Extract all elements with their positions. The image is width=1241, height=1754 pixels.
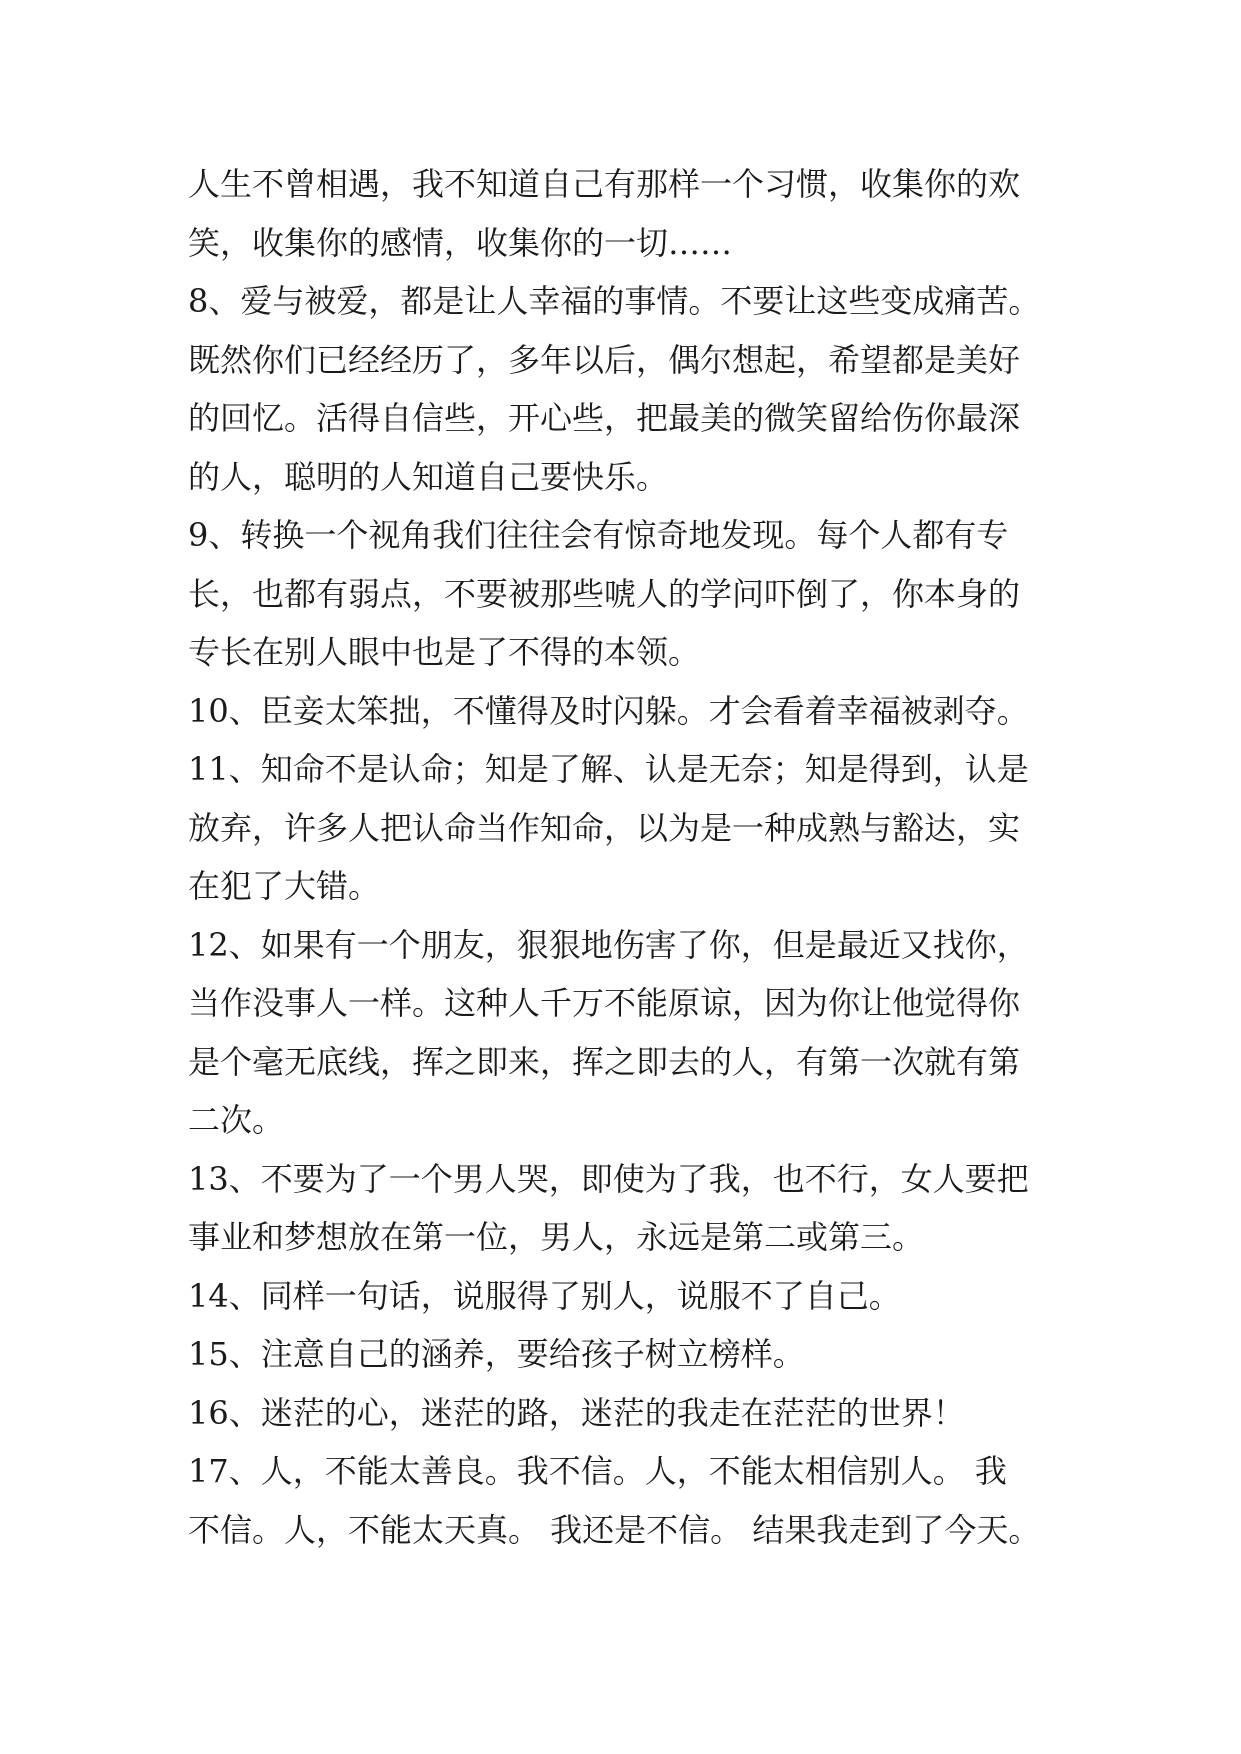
text-line: 放弃，许多人把认命当作知命，以为是一种成熟与豁达，实 xyxy=(188,808,1021,847)
text-line: 15、注意自己的涵养，要给孩子树立榜样。 xyxy=(188,1335,805,1373)
text-line: 二次。 xyxy=(188,1101,285,1139)
text-line: 专长在别人眼中也是了不得的本领。 xyxy=(188,633,701,671)
text-line: 11、知命不是认命；知是了解、认是无奈；知是得到，认是 xyxy=(188,750,1029,788)
text-line: 13、不要为了一个男人哭，即使为了我，也不行，女人要把 xyxy=(188,1159,1029,1198)
text-line: 16、迷茫的心，迷茫的路，迷茫的我走在茫茫的世界！ xyxy=(188,1393,965,1432)
text-line: 既然你们已经经历了，多年以后，偶尔想起，希望都是美好 xyxy=(188,340,1021,379)
text-line: 14、同样一句话，说服得了别人，说服不了自己。 xyxy=(188,1276,901,1315)
text-line: 17、人，不能太善良。我不信。人，不能太相信别人。 我 xyxy=(188,1452,1007,1490)
text-line: 当作没事人一样。这种人千万不能原谅，因为你让他觉得你 xyxy=(188,984,1021,1022)
text-line: 的人，聪明的人知道自己要快乐。 xyxy=(188,457,669,496)
text-line: 事业和梦想放在第一位，男人，永远是第二或第三。 xyxy=(188,1218,925,1256)
text-line: 8、爱与被爱，都是让人幸福的事情。不要让这些变成痛苦。 xyxy=(188,282,1041,320)
text-line: 12、如果有一个朋友，狠狠地伤害了你，但是最近又找你， xyxy=(188,925,1029,964)
text-line: 不信。人，不能太天真。 我还是不信。 结果我走到了今天。 xyxy=(188,1510,1041,1549)
text-line: 的回忆。活得自信些，开心些，把最美的微笑留给伤你最深 xyxy=(188,399,1021,437)
text-line: 在犯了大错。 xyxy=(188,867,381,905)
text-line: 人生不曾相遇，我不知道自己有那样一个习惯，收集你的欢 xyxy=(188,165,1021,203)
text-line: 笑，收集你的感情，收集你的一切…… xyxy=(188,223,733,262)
text-line: 10、臣妾太笨拙，不懂得及时闪躲。才会看着幸福被剥夺。 xyxy=(188,691,1029,730)
text-line: 9、转换一个视角我们往往会有惊奇地发现。每个人都有专 xyxy=(188,516,1009,554)
body-text xyxy=(188,155,1068,1559)
text-line: 长，也都有弱点，不要被那些唬人的学问吓倒了，你本身的 xyxy=(188,574,1021,613)
text-line: 是个毫无底线，挥之即来，挥之即去的人，有第一次就有第 xyxy=(188,1042,1021,1081)
